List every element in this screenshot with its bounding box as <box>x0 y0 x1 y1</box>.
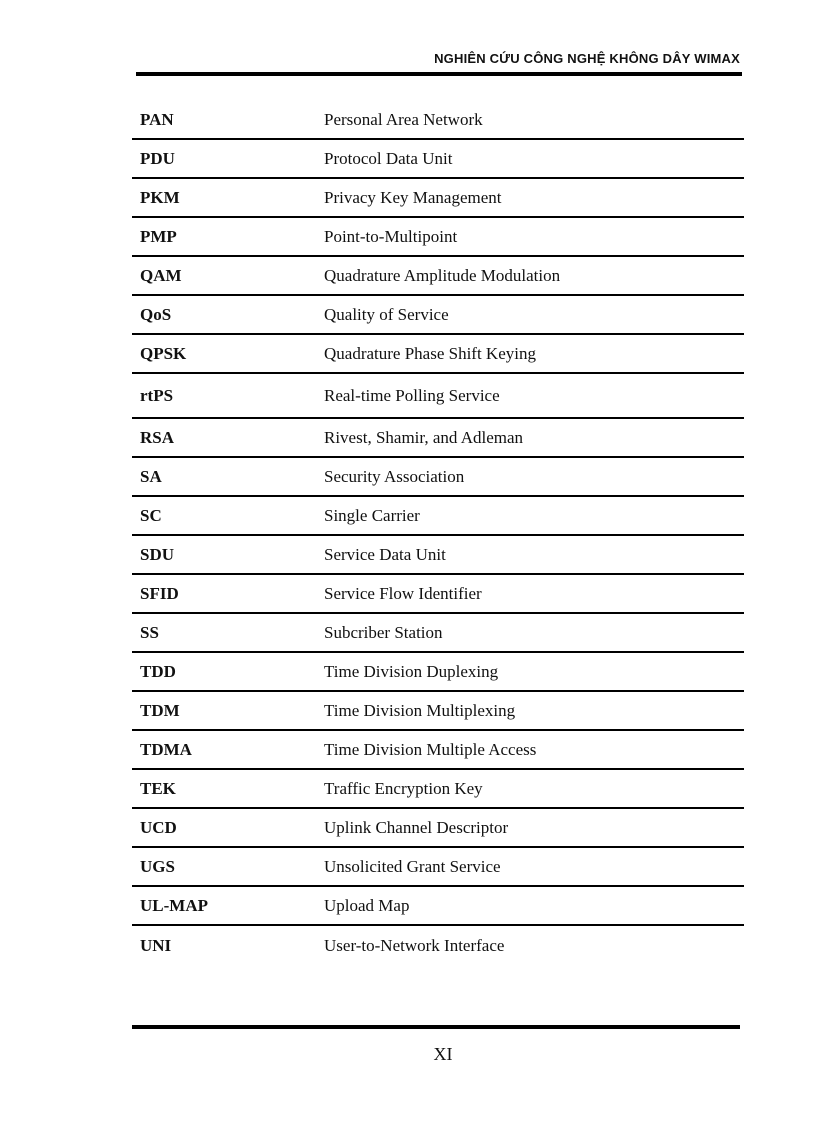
abbreviation-definition: Single Carrier <box>324 505 420 525</box>
table-row <box>132 257 744 296</box>
abbreviation-term: PDU <box>140 148 175 168</box>
table-row <box>132 731 744 770</box>
abbreviation-definition: Traffic Encryption Key <box>324 778 483 798</box>
abbreviation-term: SFID <box>140 583 179 603</box>
table-row <box>132 887 744 926</box>
abbreviation-definition: Quadrature Amplitude Modulation <box>324 265 561 285</box>
table-row <box>132 770 744 809</box>
abbreviation-term: TDMA <box>140 739 192 759</box>
abbreviation-term: TEK <box>140 778 176 798</box>
abbreviation-definition: Service Flow Identifier <box>324 583 482 603</box>
table-row <box>132 458 744 497</box>
abbreviation-definition: Point-to-Multipoint <box>324 226 458 246</box>
abbreviation-term: QPSK <box>140 343 187 363</box>
abbreviation-definition: Unsolicited Grant Service <box>324 856 501 876</box>
abbreviation-term: PKM <box>140 187 180 207</box>
table-row <box>132 101 744 140</box>
header-title: NGHIÊN CỨU CÔNG NGHỆ KHÔNG DÂY WIMAX <box>434 51 740 66</box>
abbreviation-definition: Subcriber Station <box>324 622 443 642</box>
abbreviation-term: UNI <box>140 935 172 955</box>
abbreviation-term: RSA <box>140 427 175 447</box>
abbreviation-term: UCD <box>140 817 177 837</box>
page-number: XI <box>433 1044 453 1064</box>
abbreviation-definition: Time Division Duplexing <box>324 661 499 681</box>
abbreviation-term: rtPS <box>140 385 174 405</box>
abbreviation-definition: Personal Area Network <box>324 109 483 129</box>
table-row <box>132 419 744 458</box>
footer-divider <box>132 1025 740 1029</box>
abbreviation-term: QoS <box>140 304 172 324</box>
abbreviation-term: SDU <box>140 544 175 564</box>
abbreviation-definition: Real-time Polling Service <box>324 385 500 405</box>
table-row <box>132 926 744 965</box>
abbreviation-term: PMP <box>140 226 177 246</box>
abbreviation-definition: Quality of Service <box>324 304 449 324</box>
abbreviation-definition: Rivest, Shamir, and Adleman <box>324 427 524 447</box>
table-row <box>132 140 744 179</box>
abbreviation-definition: Time Division Multiplexing <box>324 700 516 720</box>
abbreviation-term: UGS <box>140 856 175 876</box>
abbreviation-term: QAM <box>140 265 182 285</box>
abbreviation-term: SA <box>140 466 162 486</box>
header-divider <box>136 72 742 76</box>
abbreviation-definition: Protocol Data Unit <box>324 148 453 168</box>
abbreviation-term: TDD <box>140 661 176 681</box>
table-row <box>132 296 744 335</box>
abbreviation-definition: Time Division Multiple Access <box>324 739 537 759</box>
table-row <box>132 614 744 653</box>
table-row <box>132 575 744 614</box>
abbreviation-term: SS <box>140 622 159 642</box>
table-row <box>132 692 744 731</box>
abbreviation-term: SC <box>140 505 162 525</box>
table-row <box>132 848 744 887</box>
abbreviation-table <box>132 101 744 965</box>
table-row <box>132 536 744 575</box>
abbreviation-term: PAN <box>140 109 174 129</box>
abbreviation-definition: Uplink Channel Descriptor <box>324 817 509 837</box>
table-row <box>132 179 744 218</box>
table-row <box>132 335 744 374</box>
abbreviation-definition: Upload Map <box>324 895 410 915</box>
table-row <box>132 653 744 692</box>
abbreviation-definition: Service Data Unit <box>324 544 446 564</box>
table-row <box>132 809 744 848</box>
table-row <box>132 218 744 257</box>
abbreviation-definition: User-to-Network Interface <box>324 935 505 955</box>
abbreviation-definition: Security Association <box>324 466 465 486</box>
table-row <box>132 497 744 536</box>
abbreviation-term: UL-MAP <box>140 895 208 915</box>
table-row <box>132 374 744 419</box>
abbreviation-definition: Privacy Key Management <box>324 187 502 207</box>
abbreviation-definition: Quadrature Phase Shift Keying <box>324 343 536 363</box>
abbreviation-term: TDM <box>140 700 180 720</box>
